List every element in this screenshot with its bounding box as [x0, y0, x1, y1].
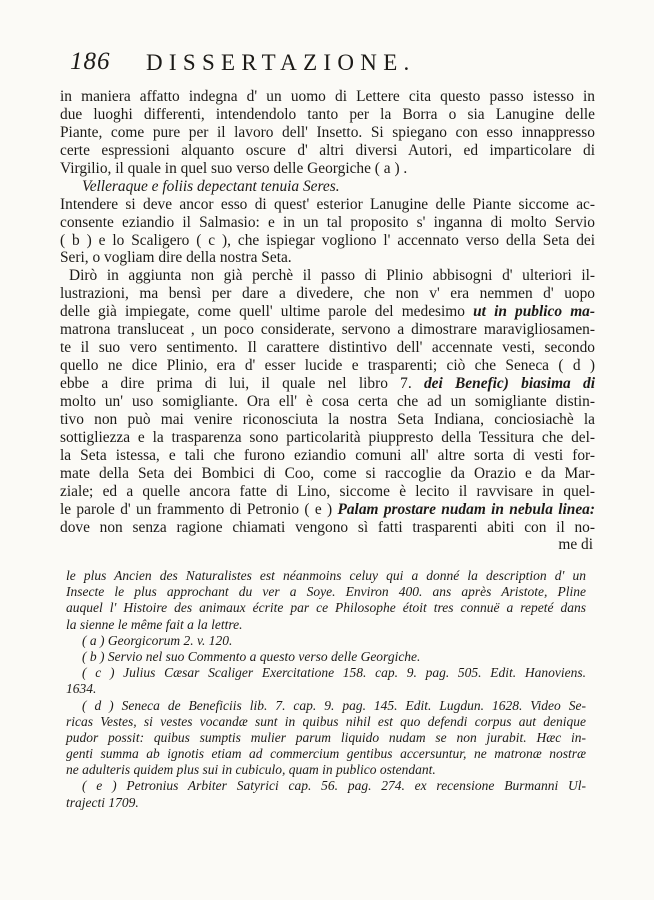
body-line: due luoghi differenti, intendendolo tanto per la Borra o sia Lanugine delle: [60, 105, 595, 123]
footnote-d: ( d ) Seneca de Beneficiis lib. 7. cap. 9. pag. 145. Edit. Lugdun. 1628. Video Se-: [82, 697, 586, 713]
body-line-text: ebbe a dire prima di lui, il quale nel libro 7.: [60, 375, 412, 392]
body-line: certe espressioni alquanto oscure d' altri diversi Autori, ed imparticolare di: [60, 141, 595, 159]
footnote-line: trajecti 1709.: [66, 794, 139, 810]
verse-quotation: Velleraque e foliis depectant tenuia Seres.: [82, 177, 340, 195]
body-line: tivo non può mai venire riconosciuta la nostra Seta Indiana, conciosiachè la: [60, 410, 595, 428]
body-line: sottigliezza e la trasparenza sono particolarità piuppresto della Tessitura che del-: [60, 428, 595, 446]
footnote-line: 1634.: [66, 681, 97, 697]
emphasis-petronius-quote: Palam prostare nudam in nebula linea:: [337, 500, 595, 518]
body-line: in maniera affatto indegna d' un uomo di Lettere cita questo passo istesso in: [60, 88, 595, 105]
body-line: mate della Seta dei Bombici di Coo, come si raccoglie da Orazio e da Mar-: [60, 464, 595, 482]
body-line: [60, 303, 595, 321]
body-line: ziale; ed a quelle ancora fatte di Lino, siccome è lecito il ravvisare in quel-: [60, 482, 595, 500]
footnotes: [66, 568, 586, 811]
footnote-line: ne adulteris quidem plus sui in cubiculo, quam in publico ostendant.: [66, 762, 436, 778]
footnote-c: ( c ) Julius Cæsar Scaliger Exercitatione 158. cap. 9. pag. 505. Edit. Hanoviens.: [82, 665, 586, 681]
footnote-a: ( a ) Georgicorum 2. v. 120.: [82, 632, 233, 648]
catchword: me di: [558, 536, 593, 554]
body-line: Virgilio, il quale in quel suo verso delle Georgiche ( a ) .: [60, 159, 408, 177]
body-line: [60, 501, 595, 519]
body-line: la Seta istessa, e tali che furono eziandio comuni all' altre sorta di vesti for-: [60, 446, 595, 464]
body-line: Seri, o vogliam dire della nostra Seta.: [60, 249, 292, 267]
body-line: molto un' uso somigliante. Ora ell' è cosa certa che ad un somigliante distin-: [60, 392, 595, 410]
paragraph-start: Dirò in aggiunta non già perchè il passo di Plinio abbisogni d' ulteriori il-: [69, 267, 595, 285]
footnote-line: Insecte le plus approchant du ver a Soye. Environ 400. ans après Aristote, Pline: [66, 584, 586, 600]
running-title: DISSERTAZIONE.: [146, 50, 416, 75]
body-line: lustrazioni, ma bensì per dare a divedere, che non v' era nemmen d' uopo: [60, 285, 595, 303]
body-line: Intendere si deve ancor esso di quest' esterior Lanugine delle Piante siccome ac-: [60, 195, 595, 213]
footnote-b: ( b ) Servio nel suo Commento a questo verso delle Georgiche.: [82, 648, 421, 664]
footnote-line: pudor possit: quibus sumptis mulier parum liquido nudam se non jurabit. Hæc in-: [66, 729, 586, 745]
page-number: 186: [70, 48, 111, 75]
footnote-line: genti summa ab ignotis etiam ad commercium gentibus accersuntur, ne matronæ nostræ: [66, 746, 586, 762]
main-text: [60, 88, 595, 554]
body-line: [60, 375, 595, 393]
body-line: quello ne dice Plinio, era d' esser lucide e trasparenti; ciò che Seneca ( d ): [60, 357, 595, 375]
footnote-line: le plus Ancien des Naturalistes est néanmoins celuy qui a donné la description d' un: [66, 568, 586, 583]
body-line: dove non senza ragione chiamati vengono sì fatti trasparenti abiti con il no-: [60, 518, 595, 536]
body-line: consente eziandio il Salmasio: e in un tal proposito s' inganna di molto Servio: [60, 213, 595, 231]
body-line: Piante, come pure per il lavoro dell' Insetto. Si spiegano con esso innappresso: [60, 123, 595, 141]
body-line-text: le parole d' un frammento di Petronio ( e ): [60, 500, 333, 518]
footnote-line: ricas Vestes, si vestes vocandæ sunt in quibus nihil est quo defendi corpus aut denique: [66, 713, 586, 729]
emphasis-dei-benefici: dei Benefic) biasima di: [423, 375, 595, 392]
footnote-e: ( e ) Petronius Arbiter Satyrici cap. 56. pag. 274. ex recensione Burmanni Ul-: [82, 778, 586, 794]
page-header: [70, 48, 590, 80]
body-line: ( b ) e lo Scaligero ( c ), che ispiegar vogliono l' accennato verso della Seta dei: [60, 231, 595, 249]
body-line: te il suo vero sentimento. Il carattere distintivo dell' accennate vesti, secondo: [60, 339, 595, 357]
body-line-text: delle già impiegate, come quell' ultime parole del medesimo: [60, 303, 465, 321]
body-line: matrona transluceat , un poco considerate, servono a dimostrare maravigliosamen-: [60, 321, 595, 339]
footnote-line: la sienne le même fait a la lettre.: [66, 616, 243, 632]
footnote-line: auquel l' Histoire des animaux écrite par ce Philosophe étoit tres connuë a repeté dans: [66, 600, 586, 616]
emphasis-ut-in-publico: ut in publico ma-: [473, 303, 595, 321]
